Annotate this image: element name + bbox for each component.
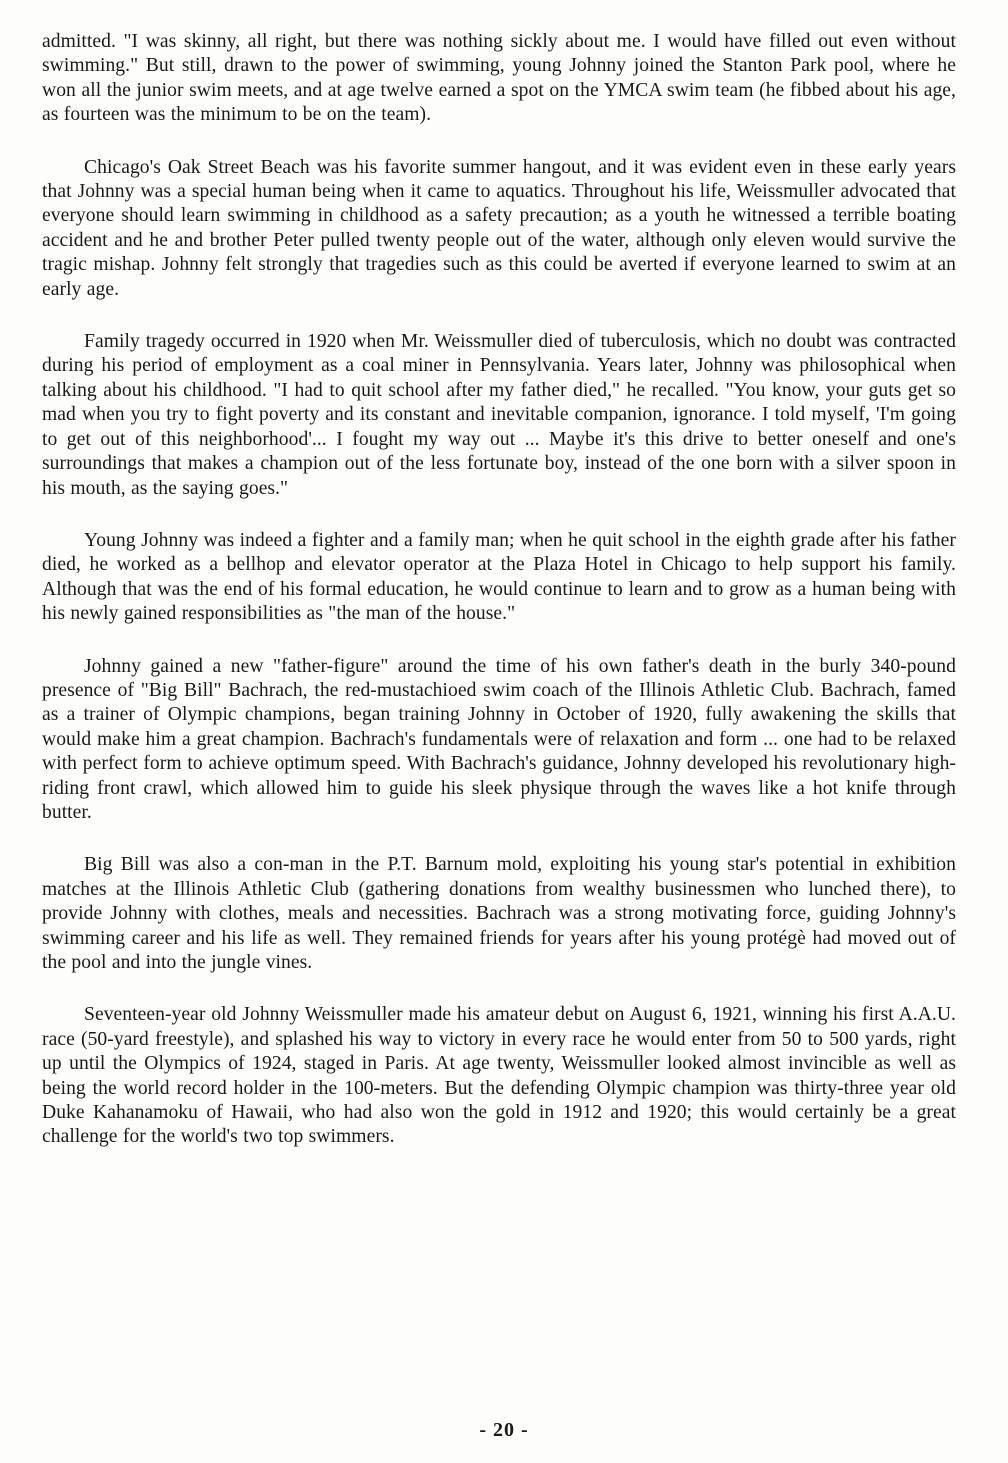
page-number: - 20 - (479, 1419, 529, 1441)
paragraph-7: Seventeen-year old Johnny Weissmuller made his amateur debut on August 6, 1921, winning his first A.A.U. race (50-yard freestyle), and splashed his way to victory in every race he would enter from 50 to 500 yards, right up until the Olympics of 1924, staged in Paris. At age twenty, Weissmuller looked almost invincible as well as being the world record holder in the 100-meters. But the defending Olympic champion was thirty-three year old Duke Kahanamoku of Hawaii, who had also won the gold in 1912 and 1920; this would certainly be a great challenge for the world's two top swimmers. (42, 1004, 956, 1148)
paragraph-6: Big Bill was also a con-man in the P.T. Barnum mold, exploiting his young star's potential in exhibition matches at the Illinois Athletic Club (gathering donations from wealthy businessmen who lunched there), to provide Johnny with clothes, meals and necessities. Bachrach was a strong motivating force, guiding Johnny's swimming career and his life as well. They remained friends for years after his young protégè had moved out of the pool and into the jungle vines. (42, 854, 956, 973)
body-text (42, 30, 956, 1178)
paragraph-5: Johnny gained a new "father-figure" around the time of his own father's death in the burly 340-pound presence of "Big Bill" Bachrach, the red-mustachioed swim coach of the Illinois Athletic Club. Bachrach, famed as a trainer of Olympic champions, began training Johnny in October of 1920, fully awakening the skills that would make him a great champion. Bachrach's fundamentals were of relaxation and form ... one had to be relaxed with perfect form to achieve optimum speed. With Bachrach's guidance, Johnny developed his revolutionary high-riding front crawl, which allowed him to guide his sleek physique through the waves like a hot knife through butter. (42, 655, 956, 823)
paragraph-3: Family tragedy occurred in 1920 when Mr. Weissmuller died of tuberculosis, which no doubt was contracted during his period of employment as a coal miner in Pennsylvania. Years later, Johnny was philosophical when talking about his childhood. "I had to quit school after my father died," he recalled. "You know, your guts get so mad when you try to fight poverty and its constant and inevitable companion, ignorance. I told myself, 'I'm going to get out of this neighborhood'... I fought my way out ... Maybe it's this drive to better oneself and one's surroundings that makes a champion out of the less fortunate boy, instead of the one born with a silver spoon in his mouth, as the saying goes." (42, 331, 956, 499)
paragraph-1: admitted. "I was skinny, all right, but there was nothing sickly about me. I would have filled out even without swimming." But still, drawn to the power of swimming, young Johnny joined the Stanton Park pool, where he won all the junior swim meets, and at age twelve earned a spot on the YMCA swim team (he fibbed about his age, as fourteen was the minimum to be on the team). (42, 31, 956, 126)
paragraph-4: Young Johnny was indeed a fighter and a family man; when he quit school in the eighth grade after his father died, he worked as a bellhop and elevator operator at the Plaza Hotel in Chicago to help support his family. Although that was the end of his formal education, he would continue to learn and to grow as a human being with his newly gained responsibilities as "the man of the house." (42, 529, 956, 625)
paragraph-2: Chicago's Oak Street Beach was his favorite summer hangout, and it was evident even in these early years that Johnny was a special human being when it came to aquatics. Throughout his life, Weissmuller advocated that everyone should learn swimming in childhood as a safety precaution; as a youth he witnessed a terrible boating accident and he and brother Peter pulled twenty people out of the water, although only eleven would survive the tragic mishap. Johnny felt strongly that tragedies such as this could be averted if everyone learned to swim at an early age. (42, 156, 956, 300)
